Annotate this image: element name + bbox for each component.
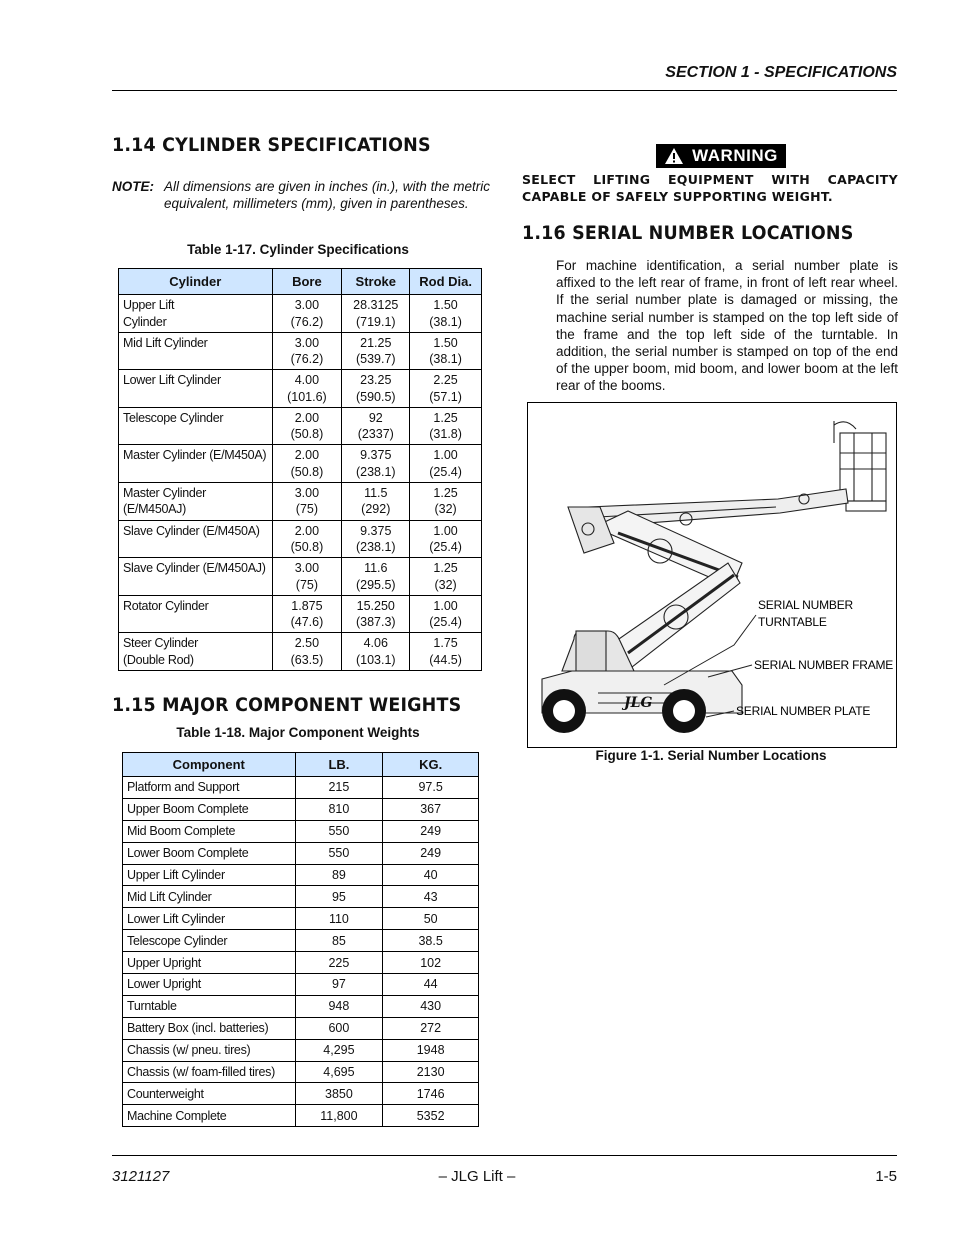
heading-serial-number-locations: 1.16 SERIAL NUMBER LOCATIONS [522, 222, 854, 244]
stroke-cell [342, 407, 410, 445]
rod-dia-cell [410, 520, 482, 558]
lb-cell: 550 [295, 820, 383, 842]
lb-cell: 4,295 [295, 1039, 383, 1061]
component-weights-table [122, 752, 479, 1127]
kg-cell: 249 [383, 842, 479, 864]
table-row [119, 332, 482, 370]
table-row [123, 864, 479, 886]
stroke-cell-line: 28.3125 [353, 298, 399, 312]
label-serial-number-turntable-1: SERIAL NUMBER [758, 598, 853, 612]
stroke-cell-line: 9.375 [360, 523, 392, 538]
table-row [123, 777, 479, 799]
stroke-cell-line: 23.25 [360, 373, 392, 388]
lb-cell: 97 [295, 974, 383, 996]
rod-dia-cell-line: 1.25 [433, 485, 458, 500]
label-serial-number-turntable-2: TURNTABLE [758, 615, 827, 629]
kg-cell: 430 [383, 995, 479, 1017]
cylinder-name-cell-line: Master Cylinder (E/M450AJ) [123, 485, 207, 517]
stroke-cell-line: (2337) [357, 427, 394, 442]
component-cell: Lower Lift Cylinder [123, 908, 296, 930]
cylinder-table-caption: Table 1-17. Cylinder Specifications [187, 242, 409, 257]
lb-cell: 4,695 [295, 1061, 383, 1083]
bore-cell-line: (50.8) [290, 464, 324, 479]
kg-cell: 1948 [383, 1039, 479, 1061]
stroke-cell-line: (103.1) [355, 652, 396, 667]
component-cell: Lower Boom Complete [123, 842, 296, 864]
table-row [123, 1039, 479, 1061]
column-header-cylinder: Cylinder [119, 269, 273, 295]
rod-dia-cell-line: 1.75 [433, 636, 458, 651]
kg-cell: 50 [383, 908, 479, 930]
rod-dia-cell-line: (38.1) [429, 314, 462, 329]
rod-dia-cell-line: (31.8) [429, 427, 462, 442]
table-row [119, 482, 482, 520]
cylinder-name-cell [119, 407, 273, 445]
stroke-cell-line: 4.06 [363, 636, 388, 651]
table-row [119, 295, 482, 333]
table-row [119, 558, 482, 596]
serial-number-figure [527, 402, 897, 748]
table-row [119, 407, 482, 445]
bore-cell-line: (76.2) [290, 314, 324, 329]
rod-dia-cell-line: 1.50 [433, 335, 458, 350]
section-header-title: SECTION 1 - SPECIFICATIONS [665, 64, 897, 81]
stroke-cell-line: 15.250 [356, 598, 395, 613]
component-cell: Upper Boom Complete [123, 798, 296, 820]
stroke-cell-line: (292) [361, 502, 391, 517]
cylinder-name-cell-line: (Double Rod) [123, 652, 194, 667]
table-row [123, 842, 479, 864]
machine-illustration [528, 403, 896, 747]
component-cell: Chassis (w/ foam-filled tires) [123, 1061, 296, 1083]
column-header-kg: KG. [383, 753, 479, 777]
rod-dia-cell [410, 332, 482, 370]
rod-dia-cell [410, 558, 482, 596]
table-row [123, 974, 479, 996]
kg-cell: 272 [383, 1017, 479, 1039]
bore-cell-line: 2.00 [294, 448, 320, 463]
rod-dia-cell-line: (25.4) [429, 615, 462, 630]
lb-cell: 215 [295, 777, 383, 799]
cylinder-name-cell-line: Steer Cylinder [123, 636, 198, 651]
kg-cell: 43 [383, 886, 479, 908]
cylinder-name-cell-line: Slave Cylinder (E/M450A) [123, 523, 260, 538]
stroke-cell [342, 445, 410, 483]
stroke-cell-line: (238.1) [355, 464, 396, 479]
rod-dia-cell [410, 370, 482, 408]
warning-badge-label: WARNING [692, 146, 778, 165]
bore-cell [272, 558, 342, 596]
bore-cell-line: 3.00 [294, 485, 320, 500]
lb-cell: 948 [295, 995, 383, 1017]
bore-cell-line: 4.00 [294, 373, 320, 388]
component-cell: Mid Boom Complete [123, 820, 296, 842]
cylinder-name-cell [119, 633, 273, 671]
kg-cell: 249 [383, 820, 479, 842]
stroke-cell [342, 295, 410, 333]
bore-cell-line: (76.2) [290, 352, 324, 367]
bore-cell-line: 2.00 [294, 410, 320, 425]
table-row [119, 445, 482, 483]
table-row [123, 798, 479, 820]
rod-dia-cell [410, 407, 482, 445]
rod-dia-cell [410, 595, 482, 633]
serial-number-paragraph: For machine identification, a serial number plate is affixed to the left rear of frame, in front of left rear wheel. If the serial number plate is damaged or missing, the machine serial number is stamped on the top left side of the frame and the top left side of the turntable. In addition, the serial number is stamped on top of the end of the upper boom, mid boom, and lower boom at the left rear of the booms. [556, 258, 898, 394]
table-row [123, 908, 479, 930]
column-header-rod-dia: Rod Dia. [410, 269, 482, 295]
stroke-cell-line: 11.5 [364, 485, 388, 500]
cylinder-name-cell [119, 595, 273, 633]
component-cell: Upper Lift Cylinder [123, 864, 296, 886]
label-serial-number-plate: SERIAL NUMBER PLATE [736, 704, 871, 718]
table-row [123, 1105, 479, 1127]
rod-dia-cell-line: (25.4) [429, 540, 462, 555]
warning-badge [656, 144, 786, 168]
stroke-cell-line: 9.375 [360, 448, 392, 463]
stroke-cell-line: 21.25 [360, 335, 392, 350]
bore-cell-line: (50.8) [290, 540, 324, 555]
cylinder-name-cell-line: Lower Lift Cylinder [123, 373, 221, 388]
table-row [123, 1083, 479, 1105]
cylinder-name-cell [119, 295, 273, 333]
header-rule [112, 90, 897, 91]
rod-dia-cell-line: 1.00 [433, 448, 458, 463]
table-row [123, 1061, 479, 1083]
rod-dia-cell-line: 1.00 [433, 523, 458, 538]
table-row [123, 820, 479, 842]
component-cell: Lower Upright [123, 974, 296, 996]
cylinder-name-cell [119, 332, 273, 370]
kg-cell: 367 [383, 798, 479, 820]
bore-cell-line: 3.00 [294, 335, 320, 350]
heading-cylinder-specifications: 1.14 CYLINDER SPECIFICATIONS [112, 134, 431, 156]
bore-cell [272, 332, 342, 370]
rod-dia-cell-line: 1.25 [433, 410, 458, 425]
component-cell: Counterweight [123, 1083, 296, 1105]
lb-cell: 95 [295, 886, 383, 908]
stroke-cell [342, 332, 410, 370]
lb-cell: 550 [295, 842, 383, 864]
rod-dia-cell [410, 445, 482, 483]
stroke-cell-line: (719.1) [355, 314, 396, 329]
kg-cell: 44 [383, 974, 479, 996]
warning-triangle-icon [664, 147, 684, 165]
column-header-lb: LB. [295, 753, 383, 777]
cylinder-name-cell [119, 520, 273, 558]
footer-center: – JLG Lift – [438, 1168, 516, 1185]
figure-caption: Figure 1-1. Serial Number Locations [595, 748, 827, 763]
rod-dia-cell [410, 295, 482, 333]
cylinder-name-cell-line: Master Cylinder (E/M450A) [123, 448, 267, 463]
heading-major-component-weights: 1.15 MAJOR COMPONENT WEIGHTS [112, 694, 462, 716]
kg-cell: 1746 [383, 1083, 479, 1105]
table-row [123, 952, 479, 974]
table-row [119, 370, 482, 408]
table-row [119, 520, 482, 558]
column-header-component: Component [123, 753, 296, 777]
bore-cell-line: 2.50 [294, 636, 320, 651]
rod-dia-cell-line: (44.5) [429, 652, 462, 667]
stroke-cell-line: (295.5) [355, 577, 396, 592]
kg-cell: 2130 [383, 1061, 479, 1083]
cylinder-name-cell-line: Rotator Cylinder [123, 598, 209, 613]
table-row [123, 1017, 479, 1039]
lb-cell: 600 [295, 1017, 383, 1039]
stroke-cell-line: (238.1) [355, 540, 396, 555]
bore-cell-line: (50.8) [290, 427, 324, 442]
kg-cell: 5352 [383, 1105, 479, 1127]
component-cell: Chassis (w/ pneu. tires) [123, 1039, 296, 1061]
lb-cell: 11,800 [295, 1105, 383, 1127]
footer-doc-number: 3121127 [112, 1168, 170, 1185]
cylinder-name-cell-line: Slave Cylinder (E/M450AJ) [123, 561, 266, 576]
kg-cell: 38.5 [383, 930, 479, 952]
lb-cell: 225 [295, 952, 383, 974]
cylinder-name-cell [119, 558, 273, 596]
bore-cell [272, 370, 342, 408]
rod-dia-cell-line: (25.4) [429, 464, 462, 479]
lb-cell: 85 [295, 930, 383, 952]
component-cell: Mid Lift Cylinder [123, 886, 296, 908]
stroke-cell [342, 595, 410, 633]
cylinder-name-cell [119, 370, 273, 408]
note-label: NOTE: [112, 179, 154, 194]
rod-dia-cell-line: (32) [434, 502, 457, 517]
bore-cell [272, 407, 342, 445]
rod-dia-cell-line: (32) [434, 577, 457, 592]
bore-cell [272, 633, 342, 671]
bore-cell [272, 295, 342, 333]
stroke-cell [342, 520, 410, 558]
footer-page-number: 1-5 [875, 1168, 897, 1185]
bore-cell-line: 2.00 [294, 523, 320, 538]
stroke-cell-line: 11.6 [364, 561, 388, 576]
lb-cell: 810 [295, 798, 383, 820]
bore-cell-line: (75) [295, 502, 319, 517]
stroke-cell-line: (387.3) [355, 615, 396, 630]
cylinder-name-cell [119, 445, 273, 483]
note-text: All dimensions are given in inches (in.), with the metric equivalent, millimeters (mm), given in parentheses. [164, 179, 490, 211]
stroke-cell-line: (539.7) [355, 352, 396, 367]
bore-cell-line: (75) [295, 577, 319, 592]
bore-cell-line: 1.875 [291, 598, 323, 613]
rod-dia-cell [410, 482, 482, 520]
bore-cell-line: (47.6) [290, 615, 324, 630]
cylinder-specifications-table [118, 268, 482, 671]
lb-cell: 3850 [295, 1083, 383, 1105]
cylinder-name-cell [119, 482, 273, 520]
warning-text: SELECT LIFTING EQUIPMENT WITH CAPACITY CAPABLE OF SAFELY SUPPORTING WEIGHT. [522, 172, 898, 204]
rod-dia-cell-line: 2.25 [433, 373, 458, 388]
cylinder-name-cell-line: Mid Lift Cylinder [123, 335, 208, 350]
bore-cell [272, 520, 342, 558]
label-serial-number-frame: SERIAL NUMBER FRAME [754, 658, 894, 672]
stroke-cell-line: (590.5) [355, 389, 396, 404]
rod-dia-cell-line: 1.50 [433, 298, 458, 312]
component-cell: Battery Box (incl. batteries) [123, 1017, 296, 1039]
column-header-bore: Bore [272, 269, 342, 295]
lb-cell: 89 [295, 864, 383, 886]
bore-cell-line: 3.00 [294, 561, 320, 576]
component-cell: Platform and Support [123, 777, 296, 799]
bore-cell [272, 595, 342, 633]
kg-cell: 40 [383, 864, 479, 886]
bore-cell-line: (101.6) [287, 389, 327, 404]
stroke-cell [342, 633, 410, 671]
bore-cell-line: 3.00 [294, 298, 320, 312]
rod-dia-cell-line: 1.25 [433, 561, 458, 576]
column-header-stroke: Stroke [342, 269, 410, 295]
table-row [123, 930, 479, 952]
bore-cell-line: (63.5) [290, 652, 324, 667]
platform-basket [840, 433, 886, 501]
bore-cell [272, 482, 342, 520]
table-row [119, 595, 482, 633]
bore-cell [272, 445, 342, 483]
component-cell: Turntable [123, 995, 296, 1017]
rod-dia-cell-line: (38.1) [429, 352, 462, 367]
stroke-cell-line: 92 [368, 410, 383, 425]
table-row [123, 995, 479, 1017]
jlg-logo: JLG [624, 695, 653, 711]
component-cell: Machine Complete [123, 1105, 296, 1127]
stroke-cell [342, 558, 410, 596]
rod-dia-cell [410, 633, 482, 671]
cylinder-name-cell-line: Upper Lift [123, 298, 175, 312]
rod-dia-cell-line: (57.1) [429, 389, 462, 404]
kg-cell: 97.5 [383, 777, 479, 799]
stroke-cell [342, 482, 410, 520]
lb-cell: 110 [295, 908, 383, 930]
cylinder-name-cell-line: Cylinder [123, 314, 167, 329]
component-cell: Telescope Cylinder [123, 930, 296, 952]
cylinder-name-cell-line: Telescope Cylinder [123, 410, 224, 425]
component-cell: Upper Upright [123, 952, 296, 974]
kg-cell: 102 [383, 952, 479, 974]
footer-rule [112, 1155, 897, 1156]
table-row [119, 633, 482, 671]
note-block [112, 178, 490, 212]
rod-dia-cell-line: 1.00 [433, 598, 458, 613]
stroke-cell [342, 370, 410, 408]
table-row [123, 886, 479, 908]
weights-table-caption: Table 1-18. Major Component Weights [176, 725, 420, 740]
